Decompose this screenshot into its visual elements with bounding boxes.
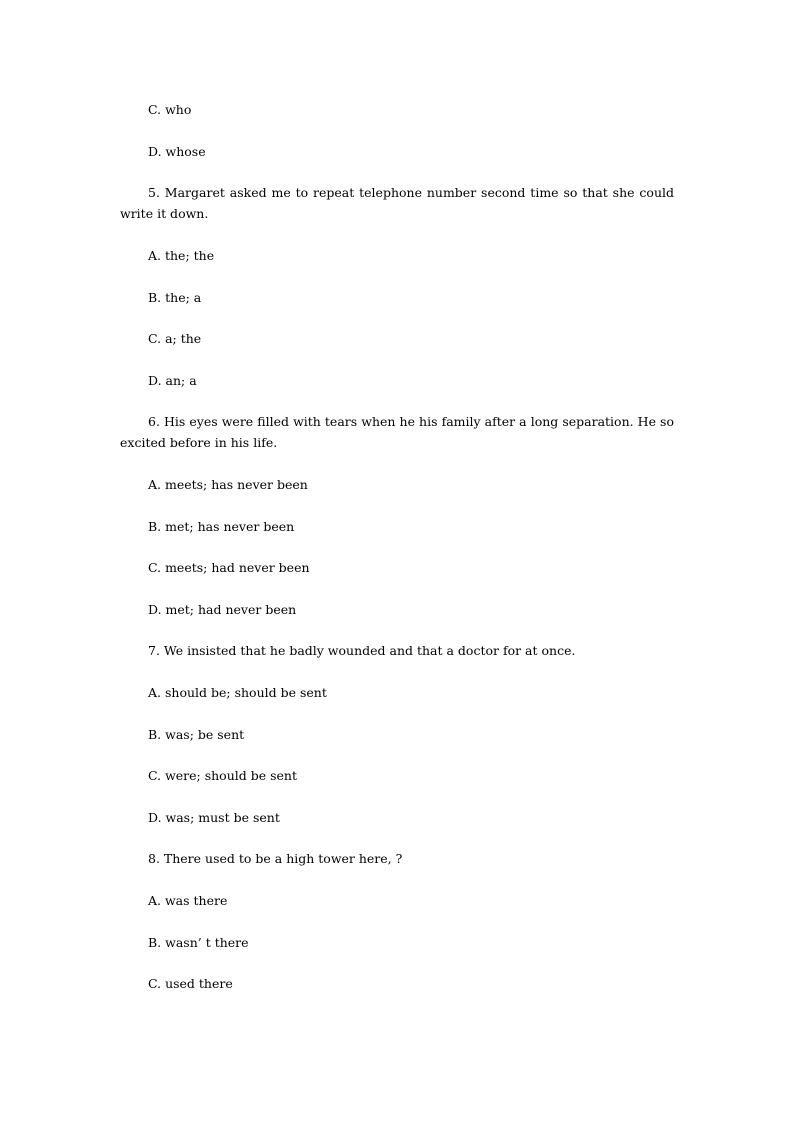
option-q6-d: D. met; had never been <box>148 602 297 617</box>
option-q8-a: A. was there <box>148 893 228 908</box>
question-7: 7. We insisted that he badly wounded and that a doctor for at once. <box>148 643 576 658</box>
option-q6-c: C. meets; had never been <box>148 560 310 575</box>
option-q5-c: C. a; the <box>148 331 202 346</box>
option-q4-d: D. whose <box>148 144 206 159</box>
option-q7-d: D. was; must be sent <box>148 810 280 825</box>
option-q4-c: C. who <box>148 102 192 117</box>
option-q5-b: B. the; a <box>148 290 202 305</box>
option-q8-c: C. used there <box>148 976 233 991</box>
option-q7-a: A. should be; should be sent <box>148 685 327 700</box>
option-q6-a: A. meets; has never been <box>148 477 308 492</box>
question-8: 8. There used to be a high tower here, ? <box>148 851 403 866</box>
question-6: 6. His eyes were filled with tears when he his family after a long separation. He so excited before in his life. <box>120 414 674 450</box>
option-q8-b: B. wasn’ t there <box>148 935 249 950</box>
option-q5-d: D. an; a <box>148 373 197 388</box>
option-q5-a: A. the; the <box>148 248 215 263</box>
option-q7-c: C. were; should be sent <box>148 768 297 783</box>
option-q6-b: B. met; has never been <box>148 519 295 534</box>
question-5: 5. Margaret asked me to repeat telephone number second time so that she could write it down. <box>120 185 674 221</box>
option-q7-b: B. was; be sent <box>148 727 245 742</box>
